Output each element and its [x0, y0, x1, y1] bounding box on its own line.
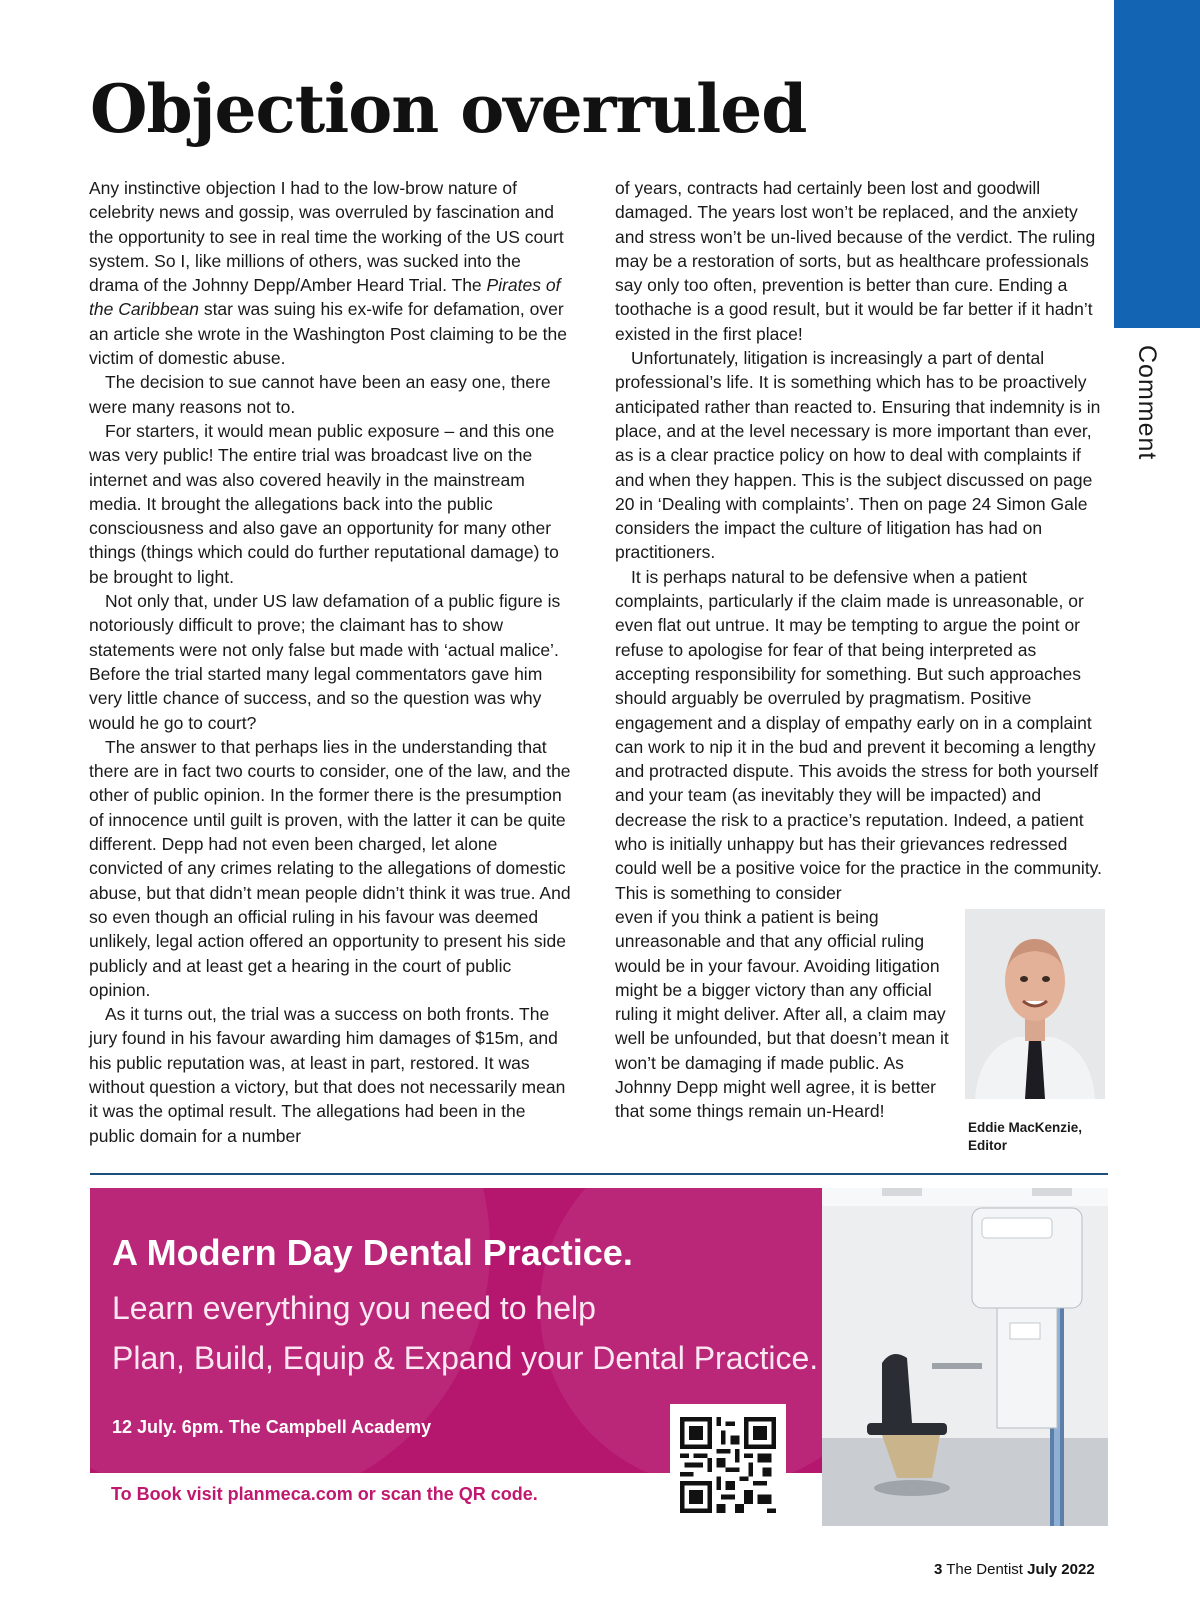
editor-portrait-icon [965, 909, 1105, 1099]
page-number: 3 [934, 1561, 943, 1578]
article-paragraph: It is perhaps natural to be defensive when a patient complaints, particularly if the claim made is unreasonable, or even flat out untrue. It may be tempting to argue the point or refuse to apologise for fear of that being interpreted as accepting responsibility for something. But such approaches should arguably be overruled by pragmatism. Positive engagement and a display of empathy early on in a complaint can work to nip it in the bud and prevent it becoming a lengthy and protracted dispute. This avoids the stress for both yourself and your team (as inevitably they will be impacted) and decrease the risk to a practice’s reputation. Indeed, a patient who is initially unhappy but has their grievances redressed could well be a positive voice for the practice in the community. This is something to consider [615, 566, 1102, 903]
article-paragraph: Unfortunately, litigation is increasingly a part of dental professional’s life. It is something which has to be proactively anticipated rather than reacted to. Ensuring that indemnity is in place, and at the level necessary is more important than ever, as is a clear practice policy on how to deal with complaints if and when they happen. This is the subject discussed on page 20 in ‘Dealing with complaints’. Then on page 24 Simon Gale considers the impact the culture of litigation has had on practitioners. [615, 348, 1101, 563]
section-label: Comment [1133, 345, 1161, 461]
article-paragraph [89, 176, 574, 370]
editor-caption [968, 1119, 1108, 1155]
article-paragraph: Not only that, under US law defamation of a public figure is notoriously difficult to prove; the claimant has to show statements were not only false but made with ‘actual malice’. Before the trial started many legal commentators gave him very little chance of success, and so the question was why would he go to court? [89, 591, 561, 733]
article-paragraph: The decision to sue cannot have been an easy one, there were many reasons not to. [89, 372, 551, 417]
editor-name: Eddie MacKenzie, [968, 1120, 1083, 1135]
issue-date: July 2022 [1027, 1561, 1095, 1578]
advert-booking-link[interactable]: To Book visit planmeca.com or scan the QR code. [111, 1484, 538, 1504]
advert-title: A Modern Day Dental Practice. [112, 1232, 633, 1273]
article-paragraph: even if you think a patient is being unreasonable and that any official ruling would be in your favour. Avoiding litigation might be a bigger victory than any official ruling it might deliver. After all, a claim may well be unfounded, but that doesn’t mean it won’t be damaging if made public. As Johnny Depp might well agree, it is better that some things remain un-Heard! [615, 906, 949, 1122]
dental-xray-unit-icon [822, 1188, 1108, 1526]
advert-subtitle-line1: Learn everything you need to help [112, 1290, 596, 1326]
page-title: Objection overruled [90, 70, 807, 148]
advert-subtitle-line2: Plan, Build, Equip & Expand your Dental Practice. [112, 1340, 819, 1376]
article-paragraph: For starters, it would mean public exposure – and this one was very public! The entire trial was broadcast live on the internet and was also covered heavily in the mainstream media. It brought the allegations back into the public consciousness and also gave an opportunity for many other things (things which could do further reputational damage) to be brought to light. [89, 420, 559, 587]
advert-photo [822, 1188, 1108, 1526]
qr-code[interactable] [670, 1404, 786, 1525]
editor-role: Editor [968, 1138, 1007, 1153]
p1-text-end: star was suing his ex-wife for defamation, over an article she wrote in the Washington Post claiming to be the victim of domestic abuse. [89, 299, 567, 369]
page-footer [934, 1561, 1095, 1578]
publication-name: The Dentist [946, 1561, 1023, 1578]
article-paragraph: As it turns out, the trial was a success on both fronts. The jury found in his favour awarding him damages of $15m, and his public reputation was, at least in part, restored. It was without question a victory, but that does not necessarily mean it was the optimal result. The allegations had been in the public domain for a number [89, 1004, 566, 1146]
article-column-left [89, 176, 574, 1148]
qr-code-icon [680, 1417, 776, 1513]
p1-text: Any instinctive objection I had to the low-brow nature of celebrity news and gossip, was overruled by fascination and the opportunity to see in real time the working of the US court system. So I, like millions of others, was sucked into the drama of the Johnny Depp/Amber Heard Trial. The [89, 178, 564, 296]
editor-photo [965, 909, 1105, 1099]
article-paragraph: The answer to that perhaps lies in the understanding that there are in fact two courts to consider, one of the law, and the other of public opinion. In the former there is the presumption of innocence until guilt is proven, with the latter it can be quite different. Depp had not even been charged, let alone convicted of any crimes relating to the allegations of domestic abuse, but that didn’t mean people didn’t think it was true. And so even though an official ruling in his favour was deemed unlikely, legal action offered an opportunity to present his side publicly and at least get a hearing in the court of public opinion. [89, 736, 571, 1000]
advert-event: 12 July. 6pm. The Campbell Academy [112, 1417, 432, 1437]
article-paragraph: of years, contracts had certainly been lost and goodwill damaged. The years lost won’t be replaced, and the anxiety and stress won’t be un-lived because of the verdict. The ruling may be a restoration of sorts, but as healthcare professionals say only too often, prevention is better than cure. Ending a toothache is a good result, but it would be far better if it hadn’t existed in the first place! [615, 178, 1096, 344]
section-tab [1114, 0, 1200, 328]
article-column-right [615, 176, 1105, 1124]
film-title: Pirates of the Caribbean [89, 275, 561, 320]
divider [90, 1173, 1108, 1175]
